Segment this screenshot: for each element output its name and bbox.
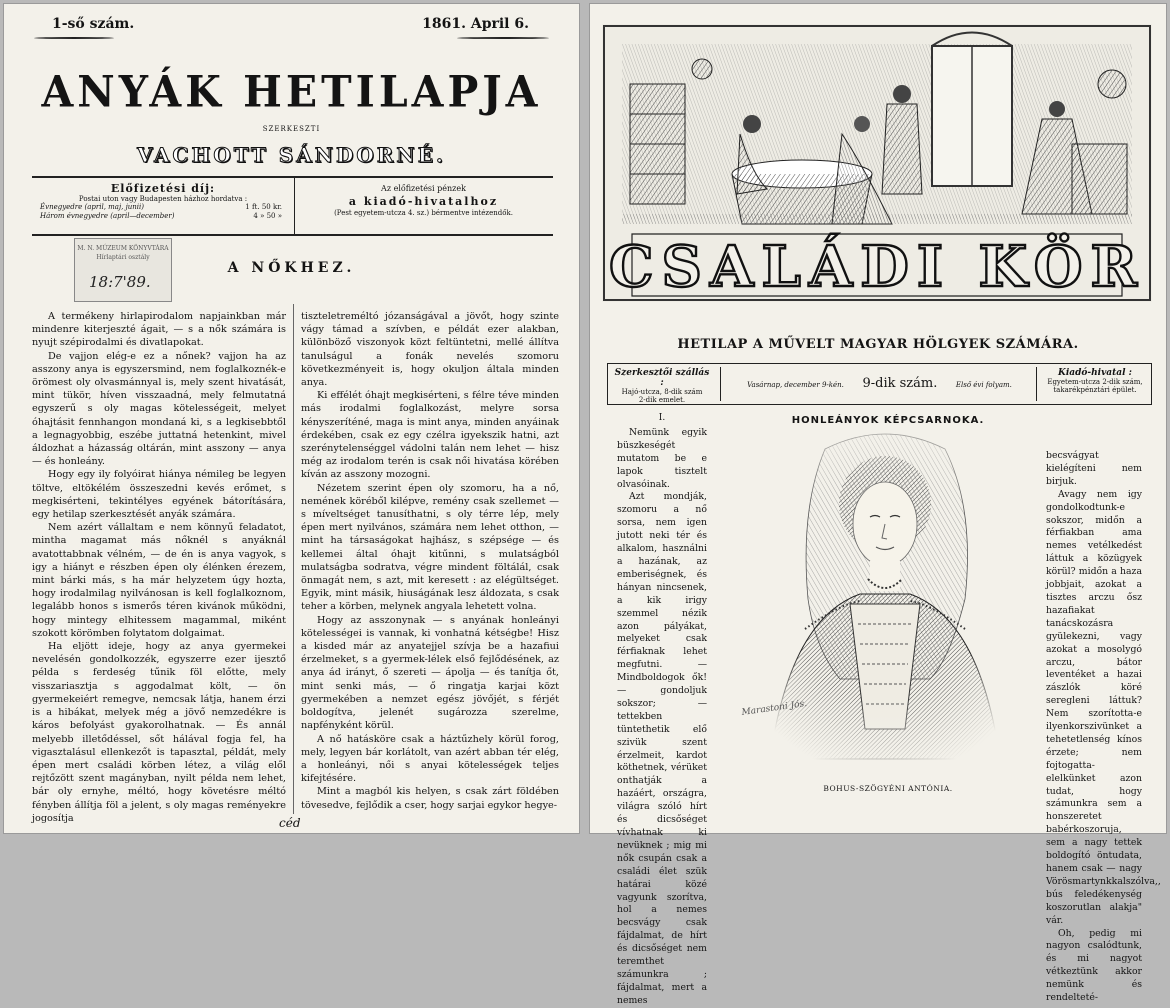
payment-info — [294, 178, 553, 217]
ornament-swash-left — [34, 37, 114, 39]
box-divider — [720, 367, 721, 401]
subscription-box — [32, 176, 553, 236]
subscription-heading: Előfizetési díj: — [110, 182, 216, 195]
article-title: A NŐKHEZ. — [227, 260, 356, 276]
article-column-left — [617, 412, 707, 1006]
artist-signature: Marastoni Jós. — [741, 698, 808, 718]
paragraph: Ha eljött ideje, hogy az anya gyermekei nevelésén gondolkozzék, egyszerre ezer ijesztő példa s ferdeség tűnik föl előtte, mely visszariasztja s aggodalmat költ, — ön gyermekeiért remegve, nemcsak látja, hanem érzi is a hibákat, melyek még a jövő nemzedékre is káros befolyást gyakorolhatnak. — És annál melyebb illetődéssel, sőt hálával fogja fel, ha vigasztalásul ellenkezőt is tapasztal, példát, mely épen mert családi körben létez, a világ elől rejtőzött szent magányban, nyilt példa nem lehet, bár oly ernyhe, méltó, hogy követésre méltó fényben állítja föl a jelent, s oly magas reményekre jogosítja — [32, 641, 286, 824]
publisher-heading: Kiadó-hivatal : — [1058, 368, 1132, 378]
page-csaladi-kor — [589, 3, 1167, 1006]
address-line: Egyetem-utcza 2-dik szám, — [1047, 378, 1143, 386]
handwritten-note: céd — [279, 816, 301, 830]
paragraph: tiszteletreméltó józanságával a jövőt, hogy szinte vágy támad a szívben, e példát ezer alakban, különböző viszonyok közt feltüntetni, mellé állítva tanulságul a fonák nevelés szomoru következményeit is, hogy okuljon általa minden anya. — [301, 311, 559, 389]
paragraph: Nemünk egyik büszkeségét mutatom be e lapok tisztelt olvasóinak. — [617, 426, 707, 490]
paragraph: Ki effélét óhajt megkisérteni, s félre téve minden más irodalmi foglalkozást, melyre sorsa kényszeríténé, maga is mint anya, minden anyáinak érdekében, csak ez egy czélra igyekszik hatni, azt szerénytelenséggel vádolni talán nem lehet — hisz még az irodalom terén is csak női hivatása körében kíván az asszony mozogni. — [301, 390, 559, 481]
issue-header — [32, 16, 551, 46]
masthead-title: ANYÁK HETILAPJA — [41, 66, 542, 118]
address-line: Hajó-utcza, 8-dik szám — [621, 388, 703, 396]
volume: Első évi folyam. — [955, 381, 1012, 389]
price-row — [40, 212, 294, 221]
paragraph: Nem azért vállaltam e nem könnyű feladatot, mintha magamat más nőknél s anyáknál avatottabbnak vélném, — de én is anya vagyok, s igy a hiányt e részben épen oly élénken érezem, mint bárki más, s ha már helyzetem úgy hozta, hogy irodalmilag nyilvánosan is kell foglalkoznom, legalább honos s ismerős téren kivánok működni, hogy mintegy elhitessem magammal, miként szokott körömben folytatom dolgaimat. — [32, 522, 286, 639]
masthead-tagline: HETILAP A MŰVELT MAGYAR HÖLGYEK SZÁMÁRA. — [677, 337, 1079, 352]
article-column-right — [1046, 450, 1161, 1004]
paragraph: Hogy egy ily folyóirat hiánya némileg be legyen töltve, eltökélém összeszedni kevés erőmet, s megkisérteni, tekintélyes egyének bátorítására, egy hetilap szerkesztését anyák számára. — [32, 469, 286, 521]
subscription-note: Postai uton vagy Budapesten házhoz hordatva : — [78, 195, 248, 203]
price-label: Évnegyedre (april, maj, junii) — [40, 203, 144, 211]
paragraph: De vajjon elég-e ez a nőnek? vajjon ha az asszony anya is egyszersmind, nem foglalkoznék-e örömest oly olvasmánnyal is, mely szent hivatását, mint tükör, híven visszaadná, mely felmutatná egyszerű s oly magas kötelességeit, melyet óhajtásit fennhangon mondaná ki, s a legkisebbtől a legnagyobbig, eszébe juttatná hetenkint, mivel áldozhat a házasság oltárán, mint asszony — anya — és honleány. — [32, 350, 286, 468]
portrait-engraving — [730, 429, 1040, 777]
masthead-title: CSALÁDI KÖR — [608, 234, 1146, 300]
stamp-handwritten-number: 18:7'89. — [89, 273, 151, 291]
paragraph: becsvágyat kielégíteni nem birjuk. — [1046, 450, 1142, 487]
publisher-address — [1043, 368, 1147, 394]
article-column-2 — [301, 310, 559, 818]
payment-line-1: Az előfizetési pénzek — [381, 184, 466, 193]
column-divider — [293, 304, 294, 814]
price-amount: 4 » 50 » — [253, 212, 282, 220]
paragraph: Oh, pedig mi nagyon csalódtunk, és mi nagyot vétkeztünk akkor nemünk és rendelteté- — [1046, 927, 1142, 1004]
portrait-caption: BOHUS-SZÖGYÉNI ANTÓNIA. — [823, 784, 953, 793]
payment-line-2: a kiadó-hivatalhoz — [348, 195, 499, 208]
ornament-swash-right — [457, 37, 549, 39]
issue-date: Vasárnap, december 9-kén. — [747, 381, 844, 389]
editorial-address — [612, 368, 712, 404]
stamp-line-2: Hírlaptári osztály — [96, 254, 150, 261]
editorial-heading: Szerkesztői szállás : — [614, 368, 710, 388]
price-label: Három évnegyedre (april—december) — [40, 212, 175, 220]
address-line: takarékpénztári épület. — [1053, 386, 1137, 394]
paragraph: Hogy az asszonynak — s anyának honleányi kötelességei is vannak, ki vonhatná kétségbe! Hisz a kisded már az anyatejjel szívja be a hazafiui érzelmeket, s a gyermek-lélek első fejlődésének, az anya ád irányt, ő szereti — ápolja — és tanítja őt, mint senki más, — ő ringatja karjai közt gyermekében a nemzet egész jövőjét, s férjét boldogítva, jelenét sugározza szerelme, napfényként körül. — [301, 614, 559, 732]
issue-date: 1861. April 6. — [422, 16, 529, 32]
paragraph: A nő hatásköre csak a háztűzhely körül forog, mely, legyen bár korlátolt, van azért abban tér elég, a honleányi, női s anyai kötelességek teljes kifejtésére. — [301, 733, 559, 785]
article-column-1 — [32, 310, 286, 824]
masthead-engraving — [602, 24, 1152, 302]
paragraph: Avagy nem igy gondolkodtunk-e sokszor, midőn a férfiakban ama nemes vetélkedést láttuk a közügyek körül? midőn a haza jobbjait, azokat a tisztes arczu ősz hazafiakat tanácskozásra gyülekezni, vagy azokat a mosolygó arczu, bátor leventéket a hazai zászlók köré seregleni láttuk? Nem szorította-e ilyenkorszivünket a tehetetlenség kínos érzete; nem fojtogatta-elelkünket azon tudat, hogy számunkra sem a honszeretet babérkoszoruja, sem a nagy tettek boldogító öntudata, hanem csak — nagy Vörösmartynkkalszólva,, bús feledékenység koszorutlan alakja" vár. — [1046, 488, 1161, 926]
box-divider — [1036, 367, 1037, 401]
portrait-heading: HONLEÁNYOK KÉPCSARNOKA. — [791, 415, 985, 426]
page-anyak-hetilapja — [3, 3, 580, 834]
price-amount: 1 ft. 50 kr. — [245, 203, 282, 211]
section-number: I. — [658, 413, 666, 423]
price-row — [40, 203, 294, 212]
paragraph: Azt mondják, szomoru a nő sorsa, nem igen jutott neki tér és alkalom, használni a hazának, az emberiségnek, és hányan nincsenek, a kik irigy szemmel nézik azon pályákat, melyeket csak férfiaknak lehet megfutni. — Mindboldogok ők! — gondoljuk sokszor; — tettekben tüntethetik elő szivük szent érzelmeit, kardot köthetnek, vérüket onthatják a hazáért, országra, világra szóló hírt és dicsőséget vívhatnak ki nevüknek ; mig mi nők csupán csak a családi élet szük határai közé vagyunk szorítva, hol a nemes becsvágy csak fájdalmat, de hírt és dicsőséget nem teremthet számunkra ; fájdalmat, mert a nemes — [617, 491, 707, 1006]
paragraph: A termékeny hirlapirodalom napjainkban már mindenre kiterjeszté ágait, — s a nők számára is nyujt szépirodalmi és divatlapokat. — [32, 311, 286, 349]
paragraph: Nézetem szerint épen oly szomoru, ha a nő, nemének köréből kilépve, remény csak szellemet — s míveltséget tanusíthatni, s oly térre lép, mely épen mert nyilvános, számára nem lehet otthon, — mint ha társaságokat hajhász, s szépsége — és kellemei által óhajt kitűnni, s mulatságból mulatságba sodratva, végre mindent föltálál, csak önmagát nem, s azt, mit keresett : az elégültséget. Egyik, mint másik, hiuságának lesz áldozata, s csak teher a körben, melynek angyala lehetett volna. — [301, 482, 559, 613]
issue-meta — [728, 376, 1031, 391]
editor-name: VACHOTT SÁNDORNÉ. — [137, 143, 446, 167]
editor-label: SZERKESZTI — [262, 125, 321, 133]
paragraph: Mint a magból kis helyen, s csak zárt földében tövesedve, fejlődik a cser, hogy sarjai egykor hegye- — [301, 786, 559, 811]
issue-number: 9-dik szám. — [862, 376, 938, 391]
issue-number: 1-ső szám. — [52, 16, 135, 32]
issue-info-box — [607, 363, 1152, 405]
subscription-prices — [32, 178, 295, 234]
payment-line-3: (Pest egyetem-utcza 4. sz.) bérmentve intézendők. — [334, 209, 513, 217]
address-line: 2-dik emelet. — [638, 396, 686, 404]
stamp-line-1: M. N. MÚZEUM KÖNYVTÁRA — [77, 245, 169, 252]
